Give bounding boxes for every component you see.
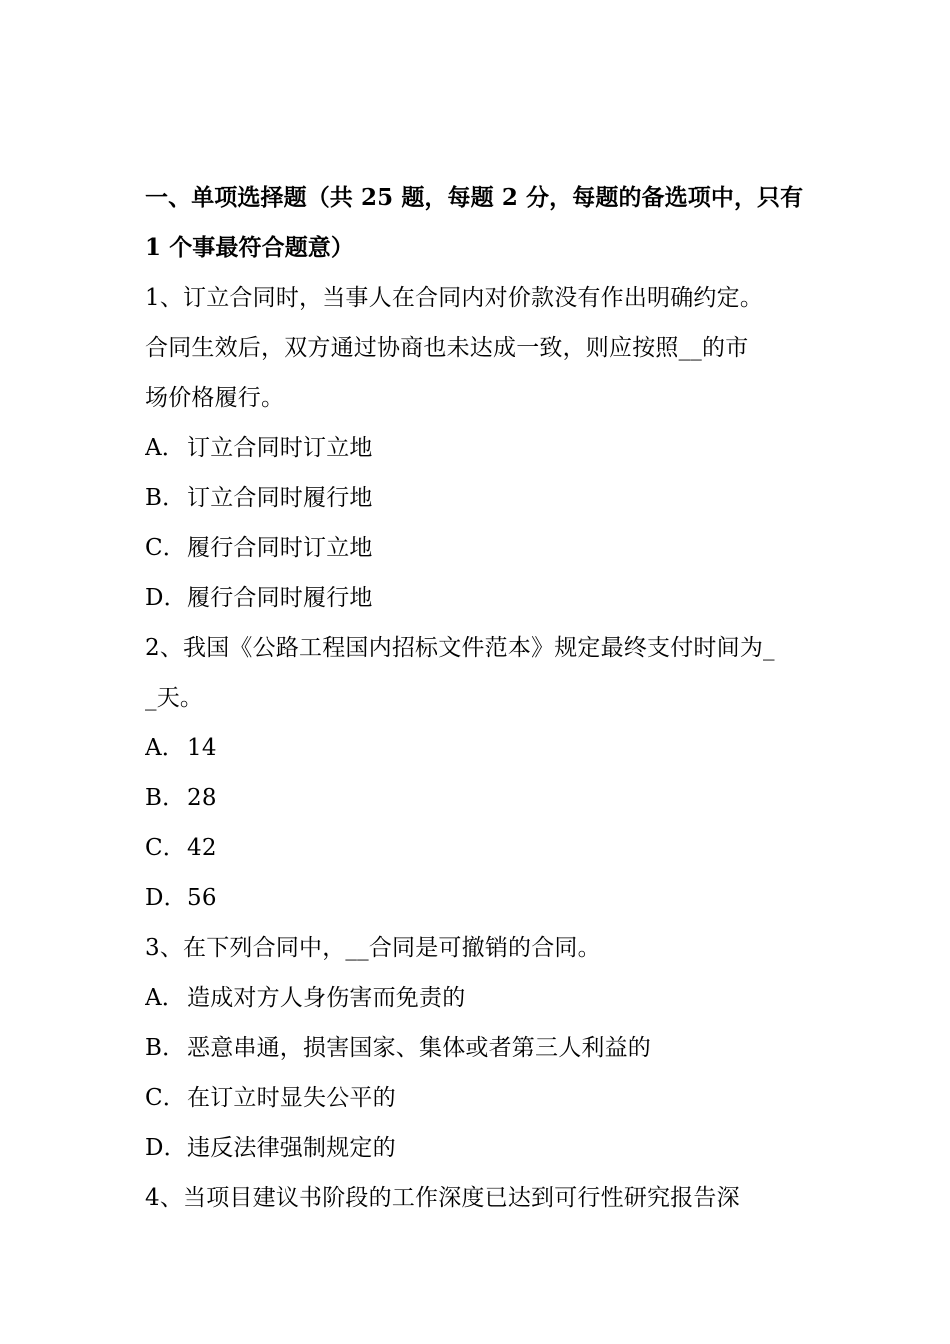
option-a (145, 973, 810, 1023)
question-stem-line: 合同生效后，双方通过协商也未达成一致，则应按照__的市 (145, 335, 749, 361)
option-c (145, 1073, 810, 1123)
option-text: 履行合同时订立地 (187, 535, 373, 561)
option-letter: B． (145, 785, 186, 811)
option-b (145, 1023, 810, 1073)
option-text: 履行合同时履行地 (187, 585, 373, 611)
option-d (145, 1123, 810, 1173)
option-letter: C． (145, 835, 186, 861)
option-c (145, 523, 810, 573)
option-text: 14 (187, 735, 217, 761)
option-d (145, 573, 810, 623)
question-stem-line: 3、在下列合同中，__合同是可撤销的合同。 (145, 935, 601, 961)
option-b (145, 773, 810, 823)
option-letter: A． (145, 435, 186, 461)
option-text: 违反法律强制规定的 (187, 1135, 396, 1161)
option-d (145, 873, 810, 923)
option-letter: D． (145, 1135, 187, 1161)
option-letter: D． (145, 885, 187, 911)
option-text: 在订立时显失公平的 (187, 1085, 396, 1111)
question-stem-line: 2、我国《公路工程国内招标文件范本》规定最终支付时间为_ (145, 635, 775, 661)
option-letter: C． (145, 1085, 186, 1111)
option-a (145, 723, 810, 773)
option-text: 56 (187, 885, 217, 911)
option-text: 42 (187, 835, 217, 861)
option-letter: B． (145, 485, 186, 511)
option-text: 造成对方人身伤害而免责的 (187, 985, 466, 1011)
section-heading-line-1: 一、单项选择题（共 25 题，每题 2 分，每题的备选项中，只有 (145, 184, 804, 211)
option-letter: A． (145, 735, 186, 761)
question-stem-line: 4、当项目建议书阶段的工作深度已达到可行性研究报告深 (145, 1185, 740, 1211)
section-heading-line-2: 1 个事最符合题意） (145, 234, 355, 261)
option-a (145, 423, 810, 473)
option-text: 订立合同时订立地 (187, 435, 373, 461)
option-text: 恶意串通，损害国家、集体或者第三人利益的 (187, 1035, 651, 1061)
option-letter: A． (145, 985, 186, 1011)
question-2 (145, 623, 810, 923)
option-text: 28 (187, 785, 217, 811)
document-page (145, 173, 810, 1223)
question-stem-line: 1、订立合同时，当事人在合同内对价款没有作出明确约定。 (145, 285, 764, 311)
option-text: 订立合同时履行地 (187, 485, 373, 511)
question-1 (145, 273, 810, 623)
option-letter: B． (145, 1035, 186, 1061)
option-b (145, 473, 810, 523)
question-stem-line: _天。 (145, 685, 204, 711)
question-3 (145, 923, 810, 1173)
option-letter: D． (145, 585, 187, 611)
question-stem-line: 场价格履行。 (145, 385, 285, 411)
option-letter: C． (145, 535, 186, 561)
question-4 (145, 1173, 810, 1223)
option-c (145, 823, 810, 873)
